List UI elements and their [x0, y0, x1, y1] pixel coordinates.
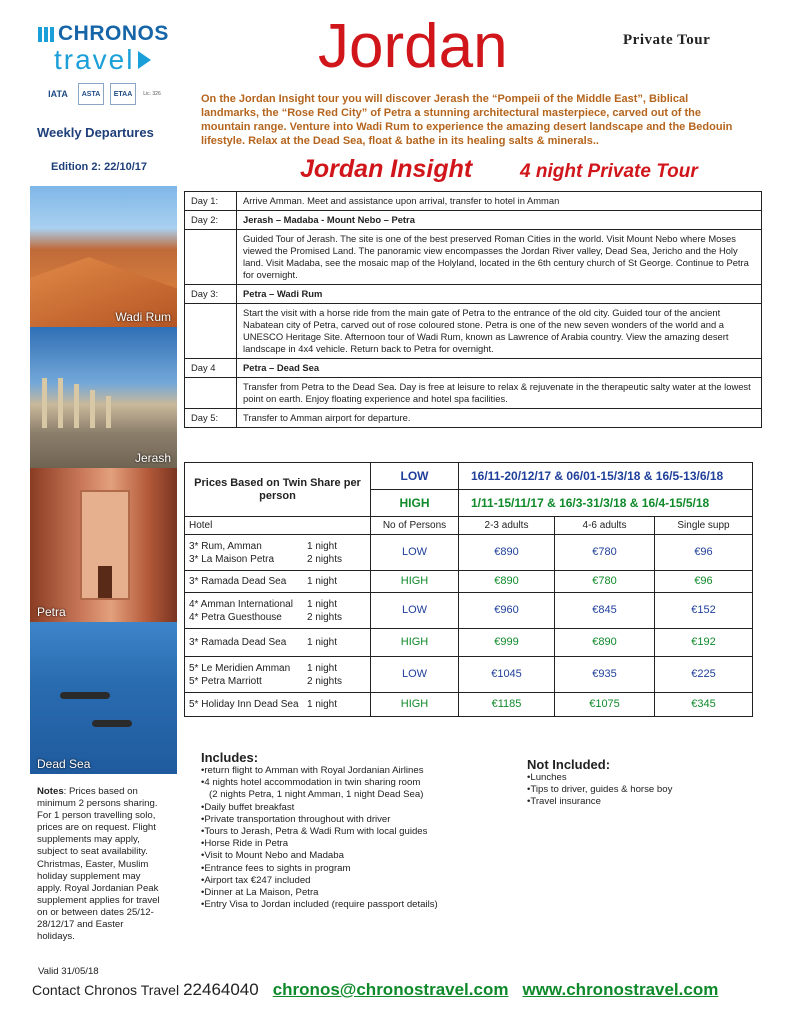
table-row [185, 571, 753, 593]
price-cell: €96 [655, 571, 753, 593]
etaa-badge: ETAA [110, 83, 136, 105]
hotel-nights: 2 nights [307, 553, 343, 565]
season-cell: HIGH [371, 629, 459, 657]
price-cell: €152 [655, 593, 753, 629]
price-cell: €780 [555, 571, 655, 593]
license-badge: Lic. 326 [143, 91, 161, 97]
day-label: Day 4 [185, 359, 237, 378]
list-item: • Daily buffet breakfast [201, 802, 521, 814]
notes-text: : Prices based on minimum 2 persons sharing. For 1 person travelling solo, prices are on request. Flight supplements may apply, subject to seat availability. Christmas, Easter, Muslim holiday supplement may apply. Royal Jordanian Peak supplement applies for travel on or between dates 25/12-28/12/17 and Easter holidays. [37, 786, 160, 943]
day-text: Guided Tour of Jerash. The site is one of the best preserved Roman Cities in the world. Visit Mount Nebo where Moses viewed the Promised Land. The panoramic view encompasses the Jordan River valley, Dead Sea, Jericho and the Holy land. Visit Madaba, see the mosaic map of the Holyland, located in the 6th century church of St George. Continue to Petra for overnight. [237, 230, 762, 285]
price-cell: €96 [655, 535, 753, 571]
itinerary-row [185, 304, 762, 359]
iata-badge: IATA [48, 89, 68, 99]
accreditation-badges [44, 83, 162, 105]
season-high-dates: 1/11-15/11/17 & 16/3-31/3/18 & 16/4-15/5/18 [459, 490, 753, 517]
list-item: • Horse Ride in Petra [201, 838, 521, 850]
hotel-nights: 1 night [307, 699, 338, 710]
day-label: Day 1: [185, 192, 237, 211]
hotel-nights: 1 night [307, 662, 338, 674]
list-item: • Entrance fees to sights in program [201, 863, 521, 875]
hotel-nights: 1 night [307, 540, 338, 552]
photo-caption: Dead Sea [37, 757, 91, 771]
jerash-photo [30, 327, 177, 468]
price-cell: €935 [555, 657, 655, 693]
includes-title: Includes: [201, 750, 259, 765]
asta-badge: ASTA [78, 83, 104, 105]
table-row [185, 535, 753, 571]
price-cell: €1185 [459, 693, 555, 717]
price-cell: €999 [459, 629, 555, 657]
dead-sea-photo [30, 622, 177, 774]
list-item: • Lunches [527, 772, 747, 784]
edition-label: Edition 2: 22/10/17 [51, 161, 147, 173]
season-low-label: LOW [371, 463, 459, 490]
contact-label: Contact Chronos Travel [32, 982, 180, 998]
col-hotel: Hotel [185, 517, 371, 535]
table-row [185, 693, 753, 717]
price-cell: €890 [459, 571, 555, 593]
list-item: (2 nights Petra, 1 night Amman, 1 night Dead Sea) [209, 789, 424, 801]
day-text: Arrive Amman. Meet and assistance upon arrival, transfer to hotel in Amman [237, 192, 762, 211]
logo-brand: CHRONOS [58, 22, 169, 45]
photo-caption: Petra [37, 605, 66, 619]
hotel-nights: 1 night [307, 598, 338, 610]
list-item: • Tours to Jerash, Petra & Wadi Rum with local guides [201, 826, 521, 838]
day-title: Petra – Dead Sea [237, 359, 762, 378]
season-cell: LOW [371, 657, 459, 693]
hotel-name: 3* Ramada Dead Sea [189, 637, 287, 648]
day-label: Day 3: [185, 285, 237, 304]
logo-sub: travel [54, 44, 135, 75]
price-table [184, 462, 753, 717]
list-item: • Visit to Mount Nebo and Madaba [201, 850, 521, 862]
photo-caption: Wadi Rum [115, 310, 171, 324]
intro-paragraph: On the Jordan Insight tour you will discover Jerash the “Pompeii of the Middle East”, Biblical landmarks, the “Rose Red City” of Petra a stunning architectural masterpiece, carved out of the mountain range. Venture into Wadi Rum to experience the amazing desert landscape and the Bedouin lifestyle. Relax at the Dead Sea, float & bathe in its healing salts & minerals.. [201, 93, 733, 147]
list-item: • Airport tax €247 included [201, 875, 521, 887]
logo-bars-icon [38, 27, 54, 42]
not-included-section [527, 757, 747, 809]
price-cell: €845 [555, 593, 655, 629]
price-cell: €890 [459, 535, 555, 571]
not-included-title: Not Included: [527, 757, 611, 772]
hotel-name: 3* Ramada Dead Sea [189, 576, 287, 587]
hotel-name: 3* La Maison Petra [189, 553, 275, 565]
list-item: • return flight to Amman with Royal Jordanian Airlines [201, 765, 521, 777]
weekly-departures: Weekly Departures [37, 125, 154, 140]
itinerary-row [185, 211, 762, 230]
tour-subtitle: Jordan Insight [300, 155, 473, 183]
photo-caption: Jerash [134, 451, 171, 465]
price-cell: €192 [655, 629, 753, 657]
table-row [185, 657, 753, 693]
table-row [185, 593, 753, 629]
price-cell: €1045 [459, 657, 555, 693]
page-title: Jordan [318, 12, 508, 81]
day-label: Day 5: [185, 409, 237, 428]
day-text: Transfer from Petra to the Dead Sea. Day is free at leisure to relax & rejuvenate in the therapeutic salty water at the lowest point on earth. Enjoy floating experience and hotel spa facilities. [237, 378, 762, 409]
col-2-3-adults: 2-3 adults [459, 517, 555, 535]
list-item: • Travel insurance [527, 796, 747, 808]
price-cell: €345 [655, 693, 753, 717]
season-cell: LOW [371, 593, 459, 629]
list-item: • Tips to driver, guides & horse boy [527, 784, 747, 796]
hotel-name: 5* Petra Marriott [189, 675, 262, 687]
price-cell: €1075 [555, 693, 655, 717]
day-label: Day 2: [185, 211, 237, 230]
website-link[interactable]: www.chronostravel.com [522, 980, 719, 999]
includes-section [201, 750, 521, 911]
email-link[interactable]: chronos@chronostravel.com [272, 980, 509, 999]
day-title: Petra – Wadi Rum [237, 285, 762, 304]
season-cell: LOW [371, 535, 459, 571]
list-item: • Private transportation throughout with driver [201, 814, 521, 826]
list-item: • 4 nights hotel accommodation in twin sharing room [201, 777, 521, 789]
hotel-name: 4* Amman International [189, 598, 293, 610]
hotel-name: 4* Petra Guesthouse [189, 611, 282, 623]
hotel-name: 5* Le Meridien Amman [189, 662, 291, 674]
table-row [185, 629, 753, 657]
private-tour-label: Private Tour [623, 32, 711, 48]
play-arrow-icon [138, 51, 151, 69]
tour-duration: 4 night Private Tour [520, 161, 698, 182]
season-high-label: HIGH [371, 490, 459, 517]
col-4-6-adults: 4-6 adults [555, 517, 655, 535]
col-persons: No of Persons [371, 517, 459, 535]
valid-until: Valid 31/05/18 [38, 966, 99, 977]
itinerary-row [185, 409, 762, 428]
price-cell: €780 [555, 535, 655, 571]
day-text: Transfer to Amman airport for departure. [237, 409, 762, 428]
photo-column [30, 186, 177, 774]
itinerary-row [185, 192, 762, 211]
contact-phone: 22464040 [183, 980, 259, 999]
price-cell: €225 [655, 657, 753, 693]
contact-bar [32, 980, 718, 1000]
price-cell: €890 [555, 629, 655, 657]
hotel-nights: 2 nights [307, 675, 343, 687]
hotel-name: 3* Rum, Amman [189, 540, 262, 552]
hotel-nights: 1 night [307, 637, 338, 648]
hotel-nights: 1 night [307, 576, 338, 587]
notes-block [37, 786, 161, 943]
list-item: • Dinner at La Maison, Petra [201, 887, 521, 899]
chronos-logo [38, 22, 169, 74]
price-cell: €960 [459, 593, 555, 629]
itinerary-row [185, 378, 762, 409]
day-title: Jerash – Madaba - Mount Nebo – Petra [237, 211, 762, 230]
itinerary-row [185, 359, 762, 378]
season-cell: HIGH [371, 693, 459, 717]
price-header: Prices Based on Twin Share per person [185, 463, 371, 517]
hotel-name: 5* Holiday Inn Dead Sea [189, 699, 299, 710]
season-low-dates: 16/11-20/12/17 & 06/01-15/3/18 & 16/5-13/6/18 [459, 463, 753, 490]
notes-label: Notes [37, 786, 64, 797]
day-text: Start the visit with a horse ride from the main gate of Petra to the entrance of the old city. Guided tour of the ancient Nabatean city of Petra, carved out of rose coloured stone. Petra is one of the new seven wonders of the world and a UNESCO Heritage Site. Afternoon tour of Wadi Rum, known as Lawrence of Arabia country. View the amazing desert landscape in 4x4 vehicle. Return back to Petra for overnight. [237, 304, 762, 359]
col-single-supp: Single supp [655, 517, 753, 535]
list-item: • Entry Visa to Jordan included (require passport details) [201, 899, 521, 911]
season-cell: HIGH [371, 571, 459, 593]
itinerary-table [184, 191, 762, 428]
wadi-rum-photo [30, 186, 177, 327]
itinerary-row [185, 230, 762, 285]
petra-photo [30, 468, 177, 622]
hotel-nights: 2 nights [307, 611, 343, 623]
itinerary-row [185, 285, 762, 304]
